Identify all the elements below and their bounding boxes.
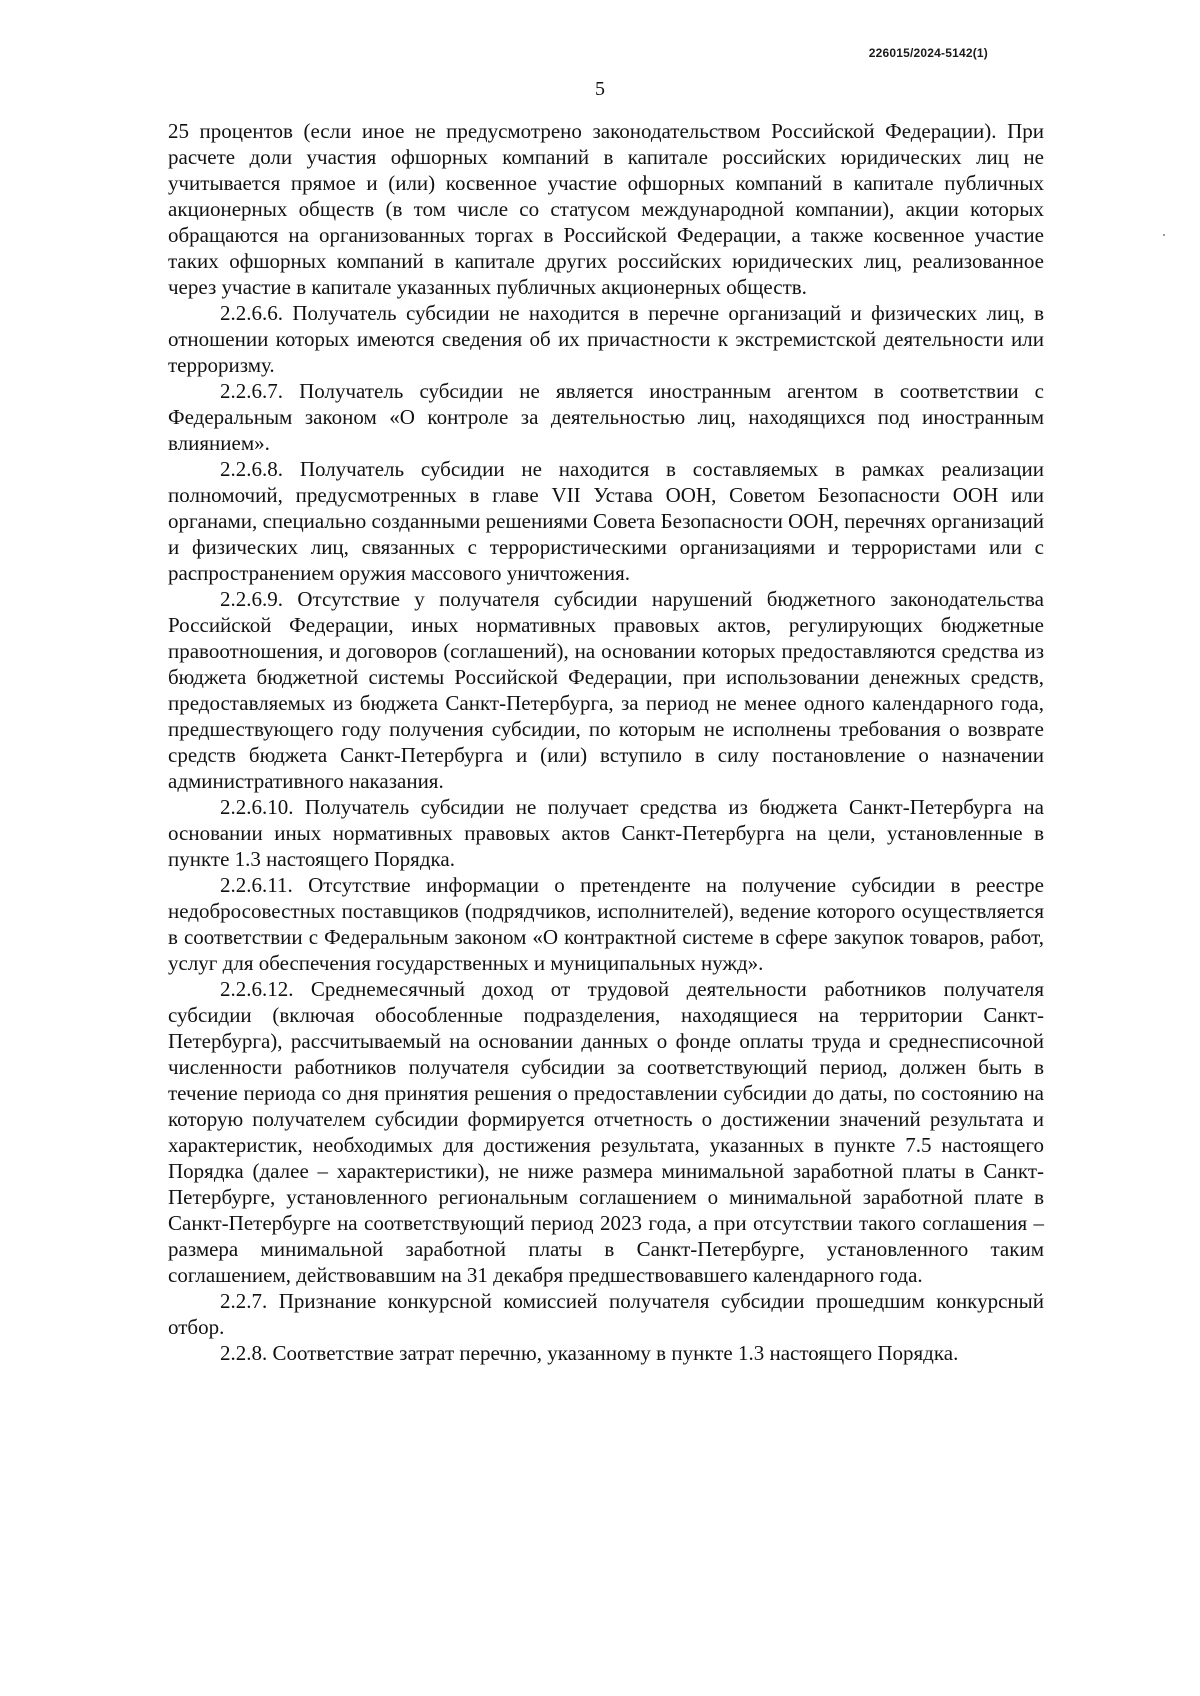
document-body	[168, 118, 1044, 1366]
page-number: 5	[595, 78, 605, 100]
scan-speck	[1163, 234, 1165, 236]
paragraph-2-2-8: 2.2.8. Соответствие затрат перечню, указанному в пункте 1.3 настоящего Порядка.	[220, 1341, 959, 1365]
paragraph-2-2-6-12: 2.2.6.12. Среднемесячный доход от трудовой деятельности работников получателя субсидии (включая обособленные подразделения, находящиеся на территории Санкт-Петербурга), рассчитываемый на основании данных о фонде оплаты труда и среднесписочной численности работников получателя субсидии за соответствующий период, должен быть в течение периода со дня принятия решения о предоставлении субсидии до даты, по состоянию на которую получателем субсидии формируется отчетность о достижении значений результата и характеристик, необходимых для достижения результата, указанных в пункте 7.5 настоящего Порядка (далее – характеристики), не ниже размера минимальной заработной платы в Санкт-Петербурге, установленного региональным соглашением о минимальной заработной плате в Санкт-Петербурге на соответствующий период 2023 года, а при отсутствии такого соглашения – размера минимальной заработной платы в Санкт-Петербурге, установленного таким соглашением, действовавшим на 31 декабря предшествовавшего календарного года.	[168, 977, 1044, 1287]
paragraph-2-2-6-7: 2.2.6.7. Получатель субсидии не является иностранным агентом в соответствии с Федеральным законом «О контроле за деятельностью лиц, находящихся под иностранным влиянием».	[168, 379, 1044, 455]
paragraph-2-2-6-6: 2.2.6.6. Получатель субсидии не находится в перечне организаций и физических лиц, в отношении которых имеются сведения об их причастности к экстремистской деятельности или терроризму.	[168, 301, 1044, 377]
document-id: 226015/2024-5142(1)	[868, 46, 988, 60]
paragraph-2-2-6-8: 2.2.6.8. Получатель субсидии не находится в составляемых в рамках реализации полномочий, предусмотренных в главе VII Устава ООН, Советом Безопасности ООН или органами, специально созданными решениями Совета Безопасности ООН, перечнях организаций и физических лиц, связанных с террористическими организациями и террористами или с распространением оружия массового уничтожения.	[168, 457, 1044, 585]
paragraph-2-2-6-10: 2.2.6.10. Получатель субсидии не получает средства из бюджета Санкт-Петербурга на основании иных нормативных правовых актов Санкт-Петербурга на цели, установленные в пункте 1.3 настоящего Порядка.	[168, 795, 1044, 871]
paragraph-2-2-7: 2.2.7. Признание конкурсной комиссией получателя субсидии прошедшим конкурсный отбор.	[168, 1289, 1044, 1339]
paragraph-2-2-6-11: 2.2.6.11. Отсутствие информации о претенденте на получение субсидии в реестре недобросовестных поставщиков (подрядчиков, исполнителей), ведение которого осуществляется в соответствии с Федеральным законом «О контрактной системе в сфере закупок товаров, работ, услуг для обеспечения государственных и муниципальных нужд».	[168, 873, 1044, 975]
paragraph-2-2-6-9: 2.2.6.9. Отсутствие у получателя субсидии нарушений бюджетного законодательства Российской Федерации, иных нормативных правовых актов, регулирующих бюджетные правоотношения, и договоров (соглашений), на основании которых предоставляются средства из бюджета бюджетной системы Российской Федерации, при использовании денежных средств, предоставляемых из бюджета Санкт-Петербурга, за период не менее одного календарного года, предшествующего году получения субсидии, по которым не исполнены требования о возврате средств бюджета Санкт-Петербурга и (или) вступило в силу постановление о назначении административного наказания.	[168, 587, 1044, 793]
paragraph-offshore-share: 25 процентов (если иное не предусмотрено законодательством Российской Федерации). При расчете доли участия офшорных компаний в капитале российских юридических лиц не учитывается прямое и (или) косвенное участие офшорных компаний в капитале публичных акционерных обществ (в том числе со статусом международной компании), акции которых обращаются на организованных торгах в Российской Федерации, а также косвенное участие таких офшорных компаний в капитале других российских юридических лиц, реализованное через участие в капитале указанных публичных акционерных обществ.	[168, 119, 1044, 299]
